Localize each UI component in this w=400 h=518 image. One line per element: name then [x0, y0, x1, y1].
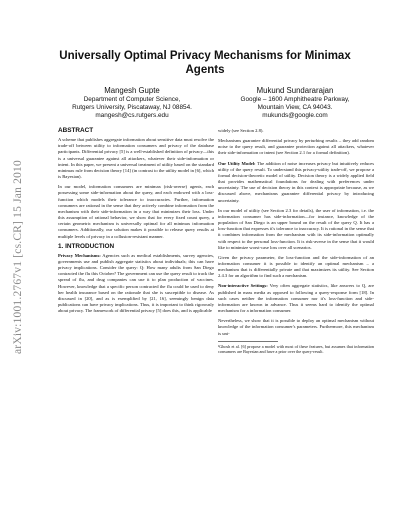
- author-address: Rutgers University, Piscataway, NJ 08854.: [72, 104, 192, 112]
- intro-paragraph: [58, 253, 214, 315]
- author-email[interactable]: mukunds@google.com: [262, 112, 328, 120]
- footnote-rule: [218, 341, 278, 342]
- noninteractive-lead: Non-interactive Settings:: [218, 283, 268, 289]
- paper-title: Universally Optimal Privacy Mechanisms for Minimax Agents: [59, 50, 351, 76]
- author-address: Mountain View, CA 94043.: [257, 104, 333, 112]
- author-name: Mangesh Gupte: [104, 86, 160, 95]
- right-paragraph-0: widely (see Section 2.8).: [218, 128, 264, 133]
- abstract-paragraph-1: A scheme that publishes aggregate information about sensitive data must resolve the trade-off between utility to information consumers and privacy of the database participants. Differential privacy [5] is a well-established definition of privacy—this is a universal guarantee against all attackers, whatever their side-information or intent. In this paper, we present a universal treatment of utility based on the standard minimax rule from decision theory [14] (in contrast to the utility model in [6], which is Bayesian).: [58, 137, 214, 180]
- right-paragraph-3: In our model of utility (see Section 2.3 for details), the user of information, i.e. the information consumer has side-information—for instance, knowledge of the population of San Diego is an upper bound on the result of the query Q. It has a loss-function that expresses it's tolerance to inaccuracy. It is rational in the sense that it combines information from the mechanism with its side-information optimally with respect to the personal loss-function. It is risk-averse in the sense that it would like to minimize worst-case loss over all scenarios.: [218, 207, 374, 250]
- intro-text: Agencies such as medical establishments, survey agencies, governments use and publish aggregate statistics about individuals; this can have privacy implications. Consider the query: Q: How many adults from San Diego contracted the flu this October? The government can use the query result to track the spread of flu, and drug companies can use it to plan production of vaccines. However, knowledge that a specific person contracted the flu could be used to deny her health insurance based on the rationale that she is susceptible to disease. As discussed in [20], and as is exemplified by [21, 16], seemingly benign data publications can have privacy implications. Thus, it is important to think rigorously about privacy. The framework of differential privacy [5] does this, and is applicable: [58, 252, 214, 314]
- intro-heading: 1. INTRODUCTION: [58, 242, 115, 250]
- utility-paragraph: [218, 161, 374, 204]
- noninteractive-text: Very often aggregate statistics, like answers to Q, are published in mass media as opposed to following a query-response form [18]. In such cases neither the information consumer nor it's loss-function and side-information are known in advance. Thus it seems hard to identify the optimal mechanism for a information consumer.: [218, 283, 374, 314]
- utility-lead: Our Utility Model:: [218, 160, 256, 166]
- utility-text: The addition of noise increases privacy but intuitively reduces utility of the query result. To understand this privacy-utility trade-off, we propose a formal decision-theoretic model of utility. Decision theory is a widely applied field that provides mathematical foundations for dealing with preferences under uncertainty. The use of decision theory in this context is appropriate because, as we discussed above, mechanisms guarantee differential privacy by introducing uncertainty.: [218, 160, 374, 203]
- author-block-2: [215, 86, 375, 121]
- author-email[interactable]: mangesh@cs.rutgers.edu: [95, 112, 169, 120]
- left-column: [58, 128, 214, 318]
- author-affiliation: Department of Computer Science,: [83, 96, 181, 103]
- abstract-heading: ABSTRACT: [58, 127, 94, 134]
- author-block-1: [52, 86, 212, 121]
- footnote: ¹Ghosh et al. [6] propose a model with most of these features, but assumes that information consumers are Bayesian and have a prior over the query-result.: [218, 343, 374, 355]
- right-paragraph-1: Mechanisms guarantee differential privacy by perturbing results – they add random noise to the query result, and guarantee protection against all attackers, whatever their side-information or intent (see Section 2.1 for a formal definition).: [218, 138, 374, 156]
- author-affiliation: Google – 1600 Amphitheatre Parkway,: [240, 96, 350, 103]
- right-paragraph-4: Given the privacy parameter, the loss-function and the side-information of an information consumer it is possible to identify an optimal mechanism – a mechanism that is differentially private and that maximizes its utility. See Section 2.4.3 for an algorithm to find such a mechanism.: [218, 254, 374, 279]
- arxiv-stamp: arXiv:1001.2767v1 [cs.CR] 15 Jan 2010: [12, 160, 24, 354]
- right-column: [218, 128, 374, 355]
- right-paragraph-6: Nevertheless, we show that it is possible to deploy an optimal mechanism without knowledge of the information consumer's parameters. Furthermore, this mechanism is uni-: [218, 318, 374, 336]
- noninteractive-paragraph: [218, 283, 374, 314]
- abstract-paragraph-2: In our model, information consumers are minimax (risk-averse) agents, each possessing some side-information about the query, and each endowed with a loss-function which models their tolerance to inaccuracies. Further, information consumers are rational in the sense that they actively combine information from the mechanism with their side-information in a way that minimizes their loss. Under this assumption of rational behavior, we show that for every fixed count query, a certain geometric mechanism is universally optimal for all minimax information consumers. Additionally, our solution makes it possible to release query results at multiple levels of privacy in a collusion-resistant manner.: [58, 184, 214, 239]
- intro-lead: Privacy Mechanisms:: [58, 252, 101, 258]
- author-name: Mukund Sundararajan: [256, 86, 334, 95]
